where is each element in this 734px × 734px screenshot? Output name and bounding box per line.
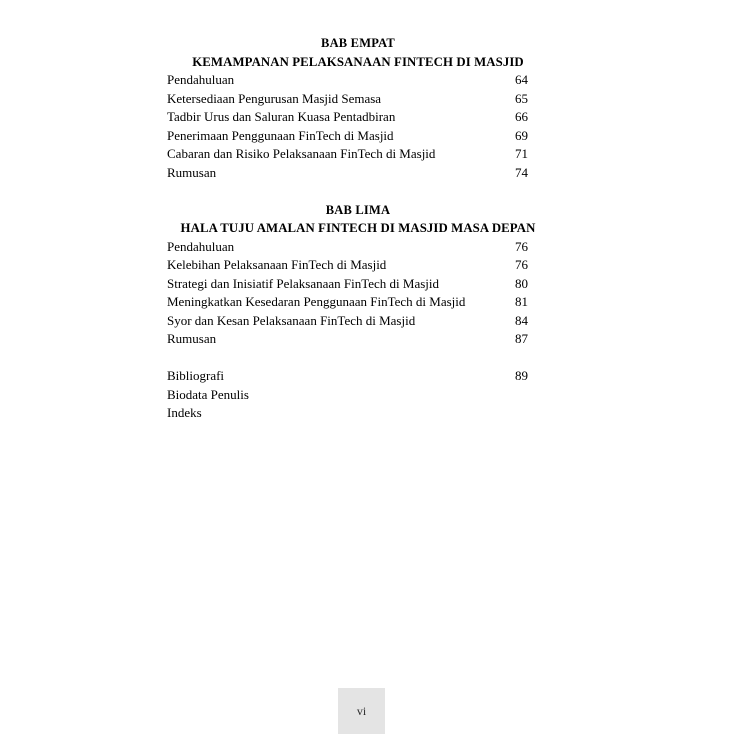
toc-entry-label: Kelebihan Pelaksanaan FinTech di Masjid: [167, 257, 387, 272]
toc-entry-page: 64: [515, 72, 528, 87]
toc-entry-page: 81: [515, 294, 528, 309]
section-spacer: [167, 182, 549, 201]
list-item: [167, 386, 549, 405]
toc-entry-page: 84: [515, 312, 528, 328]
toc-entry-page: 89: [515, 368, 528, 383]
toc-entry-page: 80: [515, 275, 528, 291]
toc-entry-label: Syor dan Kesan Pelaksanaan FinTech di Masjid: [167, 312, 416, 328]
list-item: [167, 256, 549, 275]
toc-entry-label: Rumusan: [167, 331, 217, 346]
toc-entry-label: Biodata Penulis: [167, 386, 249, 402]
toc-entry-page: 76: [515, 238, 528, 254]
toc-entry-page: 71: [515, 146, 528, 161]
toc-entry-label: Indeks: [167, 405, 202, 420]
toc-entry-page: 87: [515, 331, 528, 346]
list-item: [167, 127, 549, 146]
toc-entry-label: Bibliografi: [167, 368, 225, 383]
toc-entry-page: 76: [515, 257, 528, 272]
list-item: [167, 275, 549, 294]
list-item: [167, 404, 549, 423]
chapter-section: [167, 201, 549, 349]
chapter-heading: BAB EMPAT: [321, 36, 395, 50]
chapter-heading: BAB LIMA: [325, 202, 391, 217]
back-matter-spacer: [167, 349, 549, 368]
list-item: [167, 293, 549, 312]
chapter-section: [167, 34, 549, 182]
list-item: [167, 90, 549, 109]
toc-entry-label: Pendahuluan: [167, 238, 235, 254]
toc-entry-label: Strategi dan Inisiatif Pelaksanaan FinTech di Masjid: [167, 275, 440, 291]
toc-entry-label: Penerimaan Penggunaan FinTech di Masjid: [167, 127, 394, 143]
list-item: [167, 71, 549, 90]
list-item: [167, 108, 549, 127]
list-item: [167, 145, 549, 164]
toc-entry-label: Cabaran dan Risiko Pelaksanaan FinTech di Masjid: [167, 146, 436, 161]
list-item: [167, 164, 549, 183]
toc-entry-page: 69: [515, 127, 528, 143]
toc-entry-label: Meningkatkan Kesedaran Penggunaan FinTech di Masjid: [167, 294, 466, 309]
chapter-title: HALA TUJU AMALAN FINTECH DI MASJID MASA DEPAN: [180, 221, 536, 235]
list-item: [167, 238, 549, 257]
toc-entry-label: Pendahuluan: [167, 72, 235, 87]
page-number-box: [338, 688, 385, 734]
toc-entry-label: Ketersediaan Pengurusan Masjid Semasa: [167, 90, 382, 106]
back-matter-list: [167, 367, 549, 423]
toc-entry-list: [167, 71, 549, 182]
toc-entry-list: [167, 238, 549, 349]
page-number: vi: [356, 703, 367, 718]
list-item: [167, 312, 549, 331]
toc-entry-page: 65: [515, 90, 528, 106]
toc-entry-label: Rumusan: [167, 164, 217, 180]
table-of-contents: [167, 34, 549, 423]
list-item: [167, 367, 549, 386]
chapter-title: KEMAMPANAN PELAKSANAAN FINTECH DI MASJID: [192, 54, 524, 69]
toc-entry-label: Tadbir Urus dan Saluran Kuasa Pentadbiran: [167, 109, 396, 124]
list-item: [167, 330, 549, 349]
toc-entry-page: 66: [515, 109, 528, 124]
toc-entry-page: 74: [515, 164, 528, 180]
